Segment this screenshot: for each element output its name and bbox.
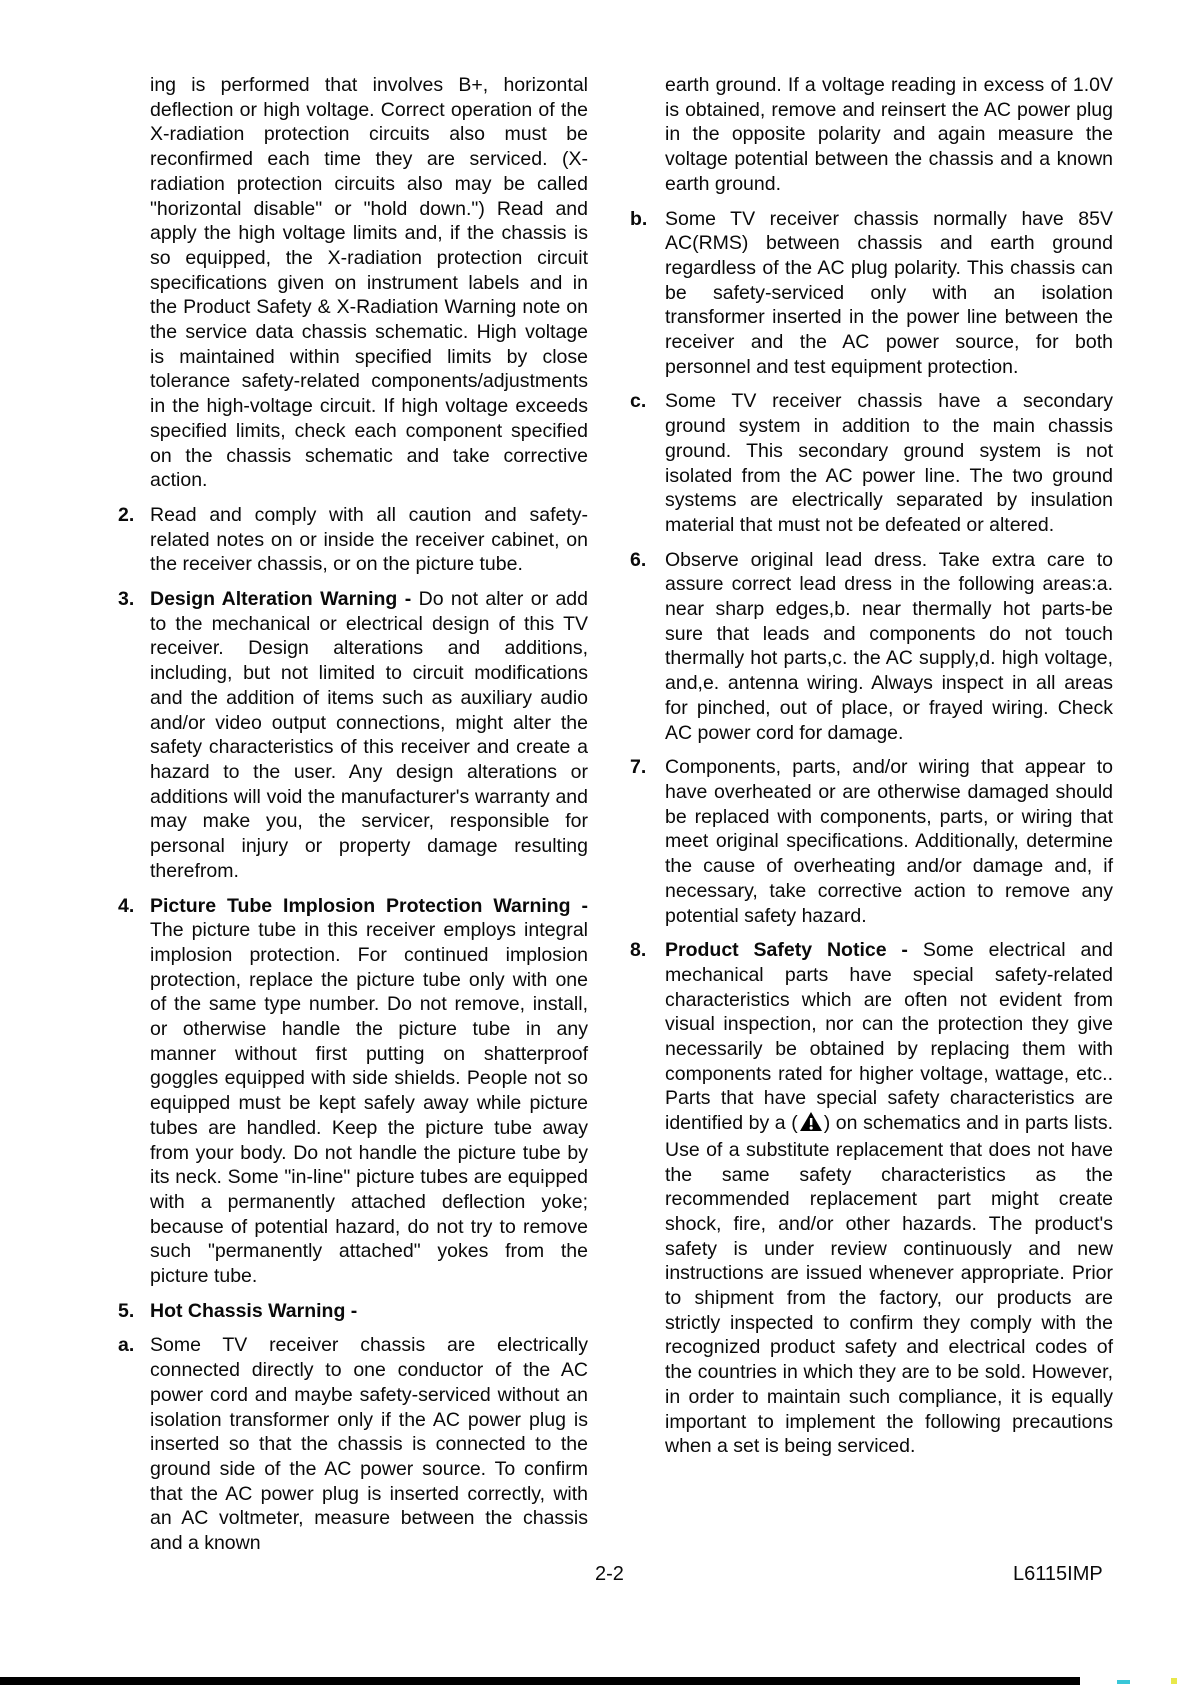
item-marker: 2.	[118, 503, 135, 526]
list-item-6	[630, 548, 1113, 746]
warning-triangle-icon	[800, 1112, 822, 1138]
list-item-4	[118, 894, 588, 1289]
doc-code: L6115IMP	[1013, 1563, 1103, 1585]
item-text: The picture tube in this receiver employs integral implosion protection. For continued implosion protection, replace the picture tube only with one of the same type number. Do not remove, install, or otherwise handle the picture tube in any manner without first putting on shatterproof goggles equipped with side shields. People not so equipped must be kept safely away while picture tubes are handled. Keep the picture tube away from your body. Do not handle the picture tube by its neck. Some "in-line" picture tubes are equipped with a permanently attached deflection yoke; because of potential hazard, do not try to remove such "permanently attached" yokes from the picture tube.	[150, 919, 588, 1288]
item-text: Do not alter or add to the mechanical or electrical design of this TV receiver. Design alterations and additions, including, but not limited to circuit modifications and the addition of items such as auxiliary audio and/or video output connections, might alter the safety characteristics of this receiver and create a hazard to the user. Any design alterations or additions will void the manufacturer's warranty and may make you, the servicer, responsible for personal injury or property damage resulting therefrom.	[150, 588, 588, 882]
paragraph-continuation	[630, 73, 1113, 197]
item-text: Observe original lead dress. Take extra care to assure correct lead dress in the following areas:a. near sharp edges,b. near thermally hot parts-be sure that leads and components do not touch thermally hot parts,c. the AC supply,d. high voltage, and,e. antenna wiring. Always inspect in all areas for pinched, out of place, or frayed wiring. Check AC power cord for damage.	[665, 548, 1113, 744]
item-marker: 4.	[118, 894, 135, 917]
item-text: ing is performed that involves B+, horizontal deflection or high voltage. Correct operation of the X-radiation protection circuits also must be reconfirmed each time they are serviced. (X-radiation protection circuits also may be called "horizontal disable" or "hold down.") Read and apply the high voltage limits and, if the chassis is so equipped, the X-radiation protection circuit specifications given on instrument labels and in the Product Safety & X-Radiation Warning note on the service data chassis schematic. High voltage is maintained within specified limits by close tolerance safety-related components/adjustments in the high-voltage circuit. If high voltage exceeds specified limits, check each component specified on the chassis schematic and take corrective action.	[150, 74, 588, 492]
list-item-2	[118, 503, 588, 577]
item-text: Some TV receiver chassis normally have 85V AC(RMS) between chassis and earth ground regardless of the AC plug polarity. This chassis can be safety-serviced only with an isolation transformer inserted in the power line between the receiver and the AC power source, for both personnel and test equipment protection.	[665, 207, 1113, 378]
item-lead: Design Alteration Warning -	[150, 588, 419, 611]
left-column	[118, 73, 588, 1566]
item-marker: 8.	[630, 939, 647, 962]
item-lead: Hot Chassis Warning -	[150, 1299, 358, 1322]
item-text: ) on schematics and in parts lists. Use of a substitute replacement that does not have the same safety characteristics as the recommended replacement part might create shock, fire, and/or other hazards. The product's safety is under review continuously and new instructions are issued whenever appropriate. Prior to shipment from the factory, our products are strictly inspected to confirm they comply with the recognized product safety and electrical codes of the countries in which they are to be sold. However, in order to maintain such compliance, it is equally important to implement the following precautions when a set is being serviced.	[665, 1112, 1113, 1458]
item-marker: c.	[630, 390, 647, 413]
item-lead: Picture Tube Implosion Protection Warning -	[150, 894, 588, 917]
list-item-7	[630, 755, 1113, 928]
list-item-a	[118, 1333, 588, 1555]
item-text: Some TV receiver chassis have a secondary ground system in addition to the main chassis ground. This secondary ground system is not isolated from the AC power line. The two ground systems are electrically separated by insulation material that must not be defeated or altered.	[665, 390, 1113, 536]
paragraph-continuation	[118, 73, 588, 493]
item-text: earth ground. If a voltage reading in excess of 1.0V is obtained, remove and reinsert the AC power plug in the opposite polarity and again measure the voltage potential between the chassis and a known earth ground.	[665, 74, 1113, 195]
scan-artifact-yellow	[1171, 1678, 1177, 1684]
item-text: Some TV receiver chassis are electrically connected directly to one conductor of the AC power cord and maybe safety-serviced without an isolation transformer only if the AC power plug is inserted so that the chassis is connected to the ground side of the AC power source. To confirm that the AC power plug is inserted correctly, with an AC voltmeter, measure between the chassis and a known	[150, 1334, 588, 1555]
item-marker: 5.	[118, 1299, 135, 1322]
list-item-b	[630, 207, 1113, 380]
list-item-5	[118, 1299, 588, 1324]
bottom-scan-bar	[0, 1677, 1080, 1685]
item-text: Components, parts, and/or wiring that appear to have overheated or are otherwise damaged should be replaced with components, parts, or wiring that meet original specifications. Additionally, determine the cause of overheating and/or damage and, if necessary, take corrective action to remove any potential safety hazard.	[665, 756, 1113, 927]
item-text: Some electrical and mechanical parts have special safety-related characteristics which are often not evident from visual inspection, nor can the protection they give necessarily be obtained by replacing them with components rated for higher voltage, wattage, etc.. Parts that have special safety characteristics are identified by a (	[665, 939, 1113, 1135]
right-column	[630, 73, 1113, 1469]
item-marker: 3.	[118, 588, 135, 611]
item-marker: 6.	[630, 548, 647, 571]
page-number: 2-2	[595, 1563, 624, 1585]
item-marker: a.	[118, 1334, 135, 1357]
item-marker: b.	[630, 207, 648, 230]
scan-artifact-cyan	[1117, 1680, 1130, 1684]
item-marker: 7.	[630, 756, 647, 779]
item-lead: Product Safety Notice -	[665, 939, 923, 962]
list-item-8	[630, 938, 1113, 1459]
list-item-3	[118, 587, 588, 883]
item-text: Read and comply with all caution and safety-related notes on or inside the receiver cabinet, on the receiver chassis, or on the picture tube.	[150, 503, 588, 576]
list-item-c	[630, 389, 1113, 537]
